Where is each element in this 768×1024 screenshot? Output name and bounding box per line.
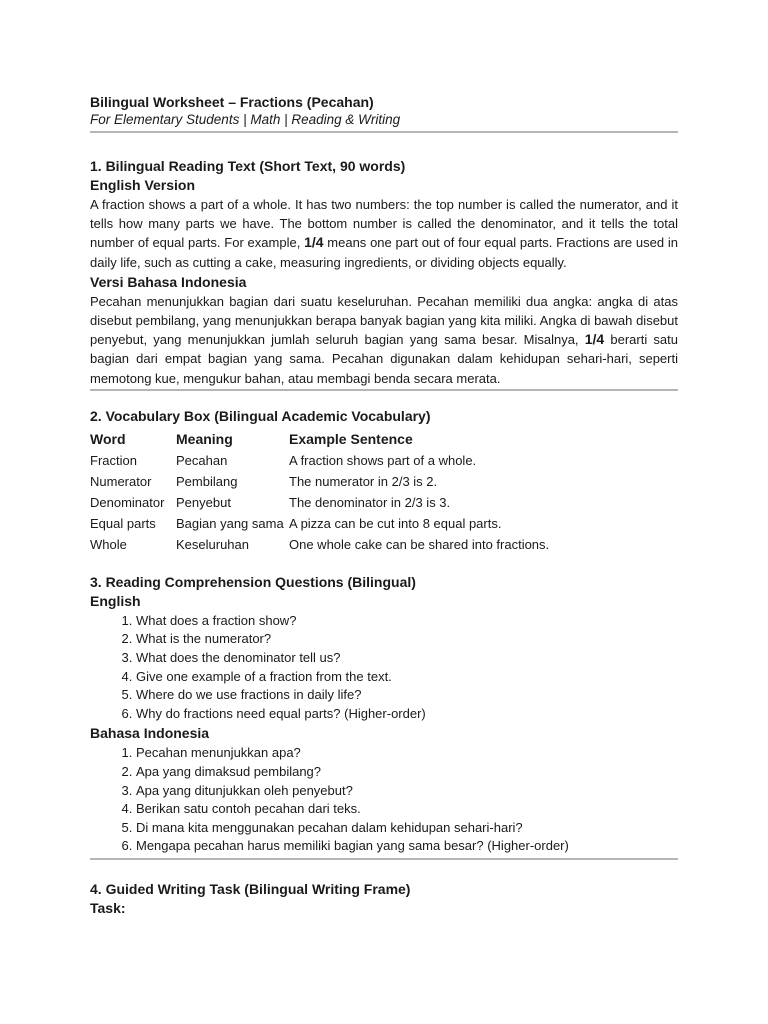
- paragraph-text: Pecahan menunjukkan bagian dari suatu keseluruhan. Pecahan memiliki dua angka: angka di atas disebut pembilang, yang menunjukkan berapa banyak bagian yang kita miliki. Angka di bawah disebut penyebut, yang menunjukkan jumlah seluruh bagian yang sama besar. Misalnya,: [90, 293, 678, 348]
- indonesian-question-list: [90, 744, 678, 856]
- indonesian-paragraph: [90, 292, 678, 388]
- paragraph-text: berarti satu bagian dari empat bagian yang sama. Pecahan digunakan dalam kehidupan sehari-hari, seperti memotong kue, mengukur bahan, atau membagi benda secara merata.: [90, 332, 678, 386]
- list-item: 6. Why do fractions need equal parts? (Higher-order): [136, 705, 678, 724]
- column-header: Example Sentence: [289, 430, 413, 447]
- table-row: [90, 471, 549, 492]
- table-cell: A pizza can be cut into 8 equal parts.: [289, 515, 502, 531]
- table-cell: The denominator in 2/3 is 3.: [289, 494, 451, 510]
- english-version-heading: English Version: [90, 177, 196, 193]
- list-item: 5. Where do we use fractions in daily life?: [136, 686, 678, 705]
- list-item: 2. Apa yang dimaksud pembilang?: [136, 763, 678, 782]
- table-cell: A fraction shows part of a whole.: [289, 452, 477, 468]
- table-row: [90, 534, 549, 555]
- table-row: [90, 450, 549, 471]
- english-question-list: [90, 612, 678, 724]
- section-reading-text: [90, 157, 678, 391]
- document-subtitle: For Elementary Students | Math | Reading & Writing: [90, 112, 401, 127]
- table-cell: Bagian yang sama: [176, 515, 284, 531]
- section-comprehension: [90, 573, 678, 860]
- table-cell: Pecahan: [176, 452, 228, 468]
- list-item: 4. Give one example of a fraction from the text.: [136, 668, 678, 687]
- paragraph-text: means one part out of four equal parts. Fractions are used in daily life, such as cutting a cake, measuring ingredients, or dividing objects equally.: [90, 235, 678, 270]
- list-item: 3. Apa yang ditunjukkan oleh penyebut?: [136, 782, 678, 801]
- table-header-row: [90, 428, 549, 450]
- english-paragraph: [90, 195, 678, 272]
- divider: [90, 858, 678, 860]
- table-cell: Whole: [90, 536, 127, 552]
- fraction-example: 1/4: [584, 331, 605, 348]
- section-heading: 2. Vocabulary Box (Bilingual Academic Vocabulary): [90, 407, 431, 424]
- divider: [90, 131, 678, 133]
- table-cell: Fraction: [90, 452, 137, 468]
- table-cell: One whole cake can be shared into fractions.: [289, 536, 550, 552]
- column-header: Word: [90, 430, 126, 447]
- document-title: Bilingual Worksheet – Fractions (Pecahan): [90, 94, 374, 110]
- list-item: 1. Pecahan menunjukkan apa?: [136, 744, 678, 763]
- list-item: 1. What does a fraction show?: [136, 612, 678, 631]
- list-item: 3. What does the denominator tell us?: [136, 649, 678, 668]
- section-heading: 1. Bilingual Reading Text (Short Text, 90 words): [90, 158, 406, 174]
- table-cell: Equal parts: [90, 515, 156, 531]
- column-header: Meaning: [176, 430, 233, 447]
- table-row: [90, 492, 549, 513]
- fraction-example: 1/4: [304, 234, 324, 251]
- english-questions-heading: English: [90, 592, 141, 609]
- indonesian-version-heading: Versi Bahasa Indonesia: [90, 273, 247, 290]
- table-cell: Pembilang: [176, 473, 238, 489]
- table-cell: Denominator: [90, 494, 165, 510]
- list-item: 6. Mengapa pecahan harus memiliki bagian yang sama besar? (Higher-order): [136, 837, 678, 856]
- divider: [90, 389, 678, 391]
- paragraph-text: A fraction shows a part of a whole. It has two numbers: the top number is called the numerator, and it tells how many parts we have. The bottom number is called the denominator, and it tells the total number of equal parts. For example,: [90, 197, 678, 251]
- task-label: Task:: [90, 899, 126, 916]
- table-cell: Numerator: [90, 473, 152, 489]
- section-vocabulary: [90, 407, 678, 555]
- table-cell: Keseluruhan: [176, 536, 249, 552]
- section-writing-task: [90, 880, 678, 918]
- table-cell: Penyebut: [176, 494, 231, 510]
- list-item: 5. Di mana kita menggunakan pecahan dalam kehidupan sehari-hari?: [136, 819, 678, 838]
- section-heading: 3. Reading Comprehension Questions (Bilingual): [90, 573, 416, 590]
- worksheet-content: [90, 93, 678, 918]
- section-heading: 4. Guided Writing Task (Bilingual Writing Frame): [90, 880, 411, 897]
- table-row: [90, 513, 549, 534]
- vocabulary-table: [90, 428, 549, 555]
- indonesian-questions-heading: Bahasa Indonesia: [90, 725, 210, 742]
- list-item: 4. Berikan satu contoh pecahan dari teks.: [136, 800, 678, 819]
- table-cell: The numerator in 2/3 is 2.: [289, 473, 438, 489]
- list-item: 2. What is the numerator?: [136, 630, 678, 649]
